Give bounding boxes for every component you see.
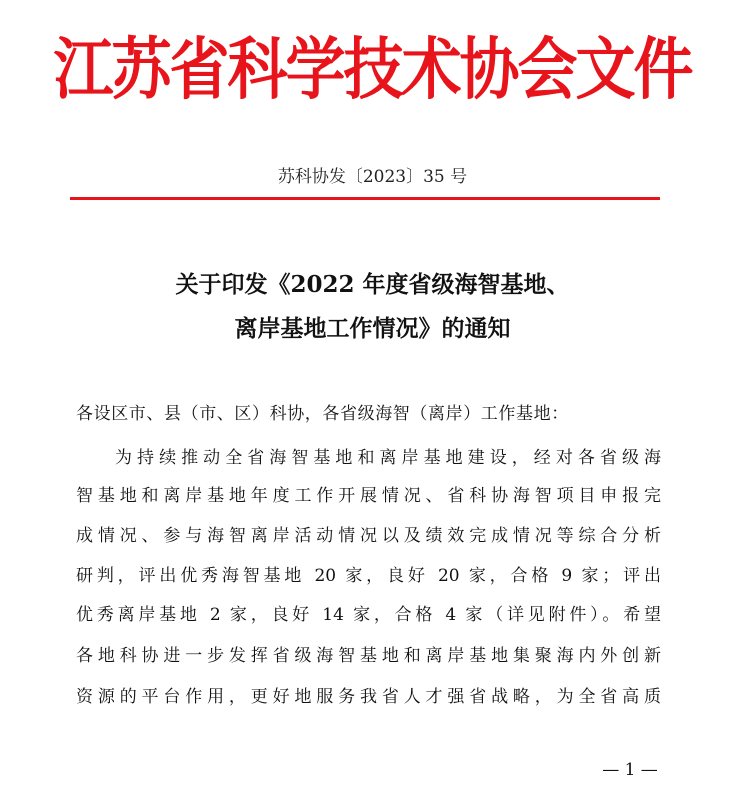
page-number: — 1 —	[602, 760, 658, 780]
body-line: 研判，评出优秀海智基地 20 家，良好 20 家，合格 9 家；评出	[76, 566, 661, 586]
body-line: 资源的平台作用，更好地服务我省人才强省战略，为全省高质	[76, 687, 661, 707]
notice-title-line-1: 关于印发《2022 年度省级海智基地、	[175, 271, 570, 298]
salutation: 各设区市、县（市、区）科协，各省级海智（离岸）工作基地：	[76, 404, 569, 424]
notice-title-line-2: 离岸基地工作情况》的通知	[234, 315, 511, 342]
document-number: 苏科协发〔2023〕35 号	[277, 167, 468, 187]
header-divider	[70, 197, 660, 200]
body-line: 优秀离岸基地 2 家，良好 14 家，合格 4 家（详见附件）。希望	[76, 605, 661, 625]
document-header-title: 江苏省科学技术协会文件	[53, 30, 692, 110]
body-line: 为持续推动全省海智基地和离岸基地建设，经对各省级海	[115, 448, 661, 468]
body-line: 智基地和离岸基地年度工作开展情况、省科协海智项目申报完	[76, 486, 661, 506]
body-line: 成情况、参与海智离岸活动情况以及绩效完成情况等综合分析	[76, 526, 661, 546]
body-line: 各地科协进一步发挥省级海智基地和离岸基地集聚海内外创新	[76, 646, 661, 666]
